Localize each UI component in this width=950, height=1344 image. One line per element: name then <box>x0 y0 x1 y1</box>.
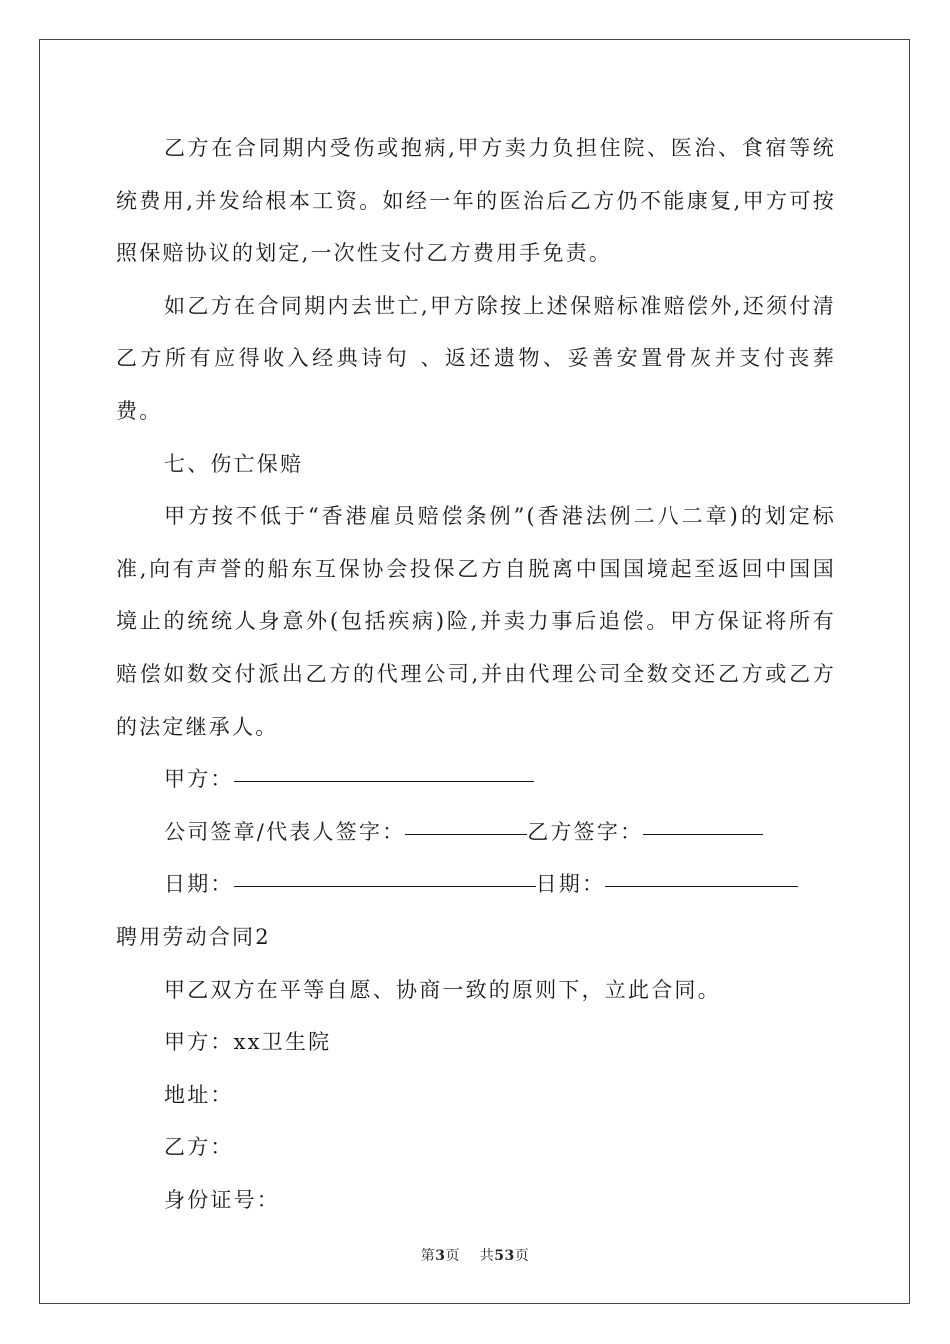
page-current: 3 <box>435 1248 446 1264</box>
date-label-2: 日期： <box>535 872 606 897</box>
signature-seal-line <box>116 806 836 859</box>
company-seal-blank <box>405 833 527 835</box>
page-unit: 页 <box>445 1248 460 1264</box>
party-b-sign-label: 乙方签字： <box>527 819 644 844</box>
party-a-blank <box>234 780 534 782</box>
total-unit: 页 <box>514 1248 530 1264</box>
section-2-id-number: 身份证号： <box>164 1187 280 1212</box>
section-2-party-b: 乙方： <box>164 1135 234 1160</box>
paragraph-death: 如乙方在合同期内去世亡,甲方除按上述保赔标准赔偿外,还须付清乙方所有应得收入经典诗句 、返还遗物、妥善安置骨灰并支付丧葬费。 <box>116 293 836 423</box>
party-b-sign-blank <box>643 833 763 835</box>
signature-party-a-line <box>116 753 836 806</box>
party-a-label: 甲方： <box>164 767 234 792</box>
date-label-1: 日期： <box>164 872 234 897</box>
page-total: 53 <box>494 1248 515 1264</box>
section-2-party-a: 甲方：xx卫生院 <box>164 1030 332 1055</box>
signature-date-line <box>116 858 836 911</box>
paragraph-injury: 乙方在合同期内受伤或抱病,甲方卖力负担住院、医治、食宿等统统费用,并发给根本工资。如经一年的医治后乙方仍不能康复,甲方可按照保赔协议的划定,一次性支付乙方费用手免责。 <box>116 136 836 266</box>
date-blank-2 <box>605 885 798 887</box>
page-prefix: 第 <box>420 1248 436 1264</box>
heading-section-7: 七、伤亡保赔 <box>164 451 304 476</box>
section-2-intro: 甲乙双方在平等自愿、协商一致的原则下，立此合同。 <box>164 977 721 1002</box>
section-2-title: 聘用劳动合同2 <box>116 924 271 949</box>
paragraph-insurance: 甲方按不低于“香港雇员赔偿条例”(香港法例二八二章)的划定标准,向有声誉的船东互保协会投保乙方自脱离中国国境起至返回中国国境止的统统人身意外(包括疾病)险,并卖力事后追偿。甲方保证将所有赔偿如数交付派出乙方的代理公司,并由代理公司全数交还乙方或乙方的法定继承人。 <box>116 504 836 739</box>
company-seal-label: 公司签章/代表人签字： <box>164 819 406 844</box>
date-blank-1 <box>234 885 536 887</box>
page-footer <box>0 1245 950 1265</box>
section-2-address: 地址： <box>164 1082 234 1107</box>
total-prefix: 共 <box>479 1248 495 1264</box>
document-body <box>116 122 836 1226</box>
